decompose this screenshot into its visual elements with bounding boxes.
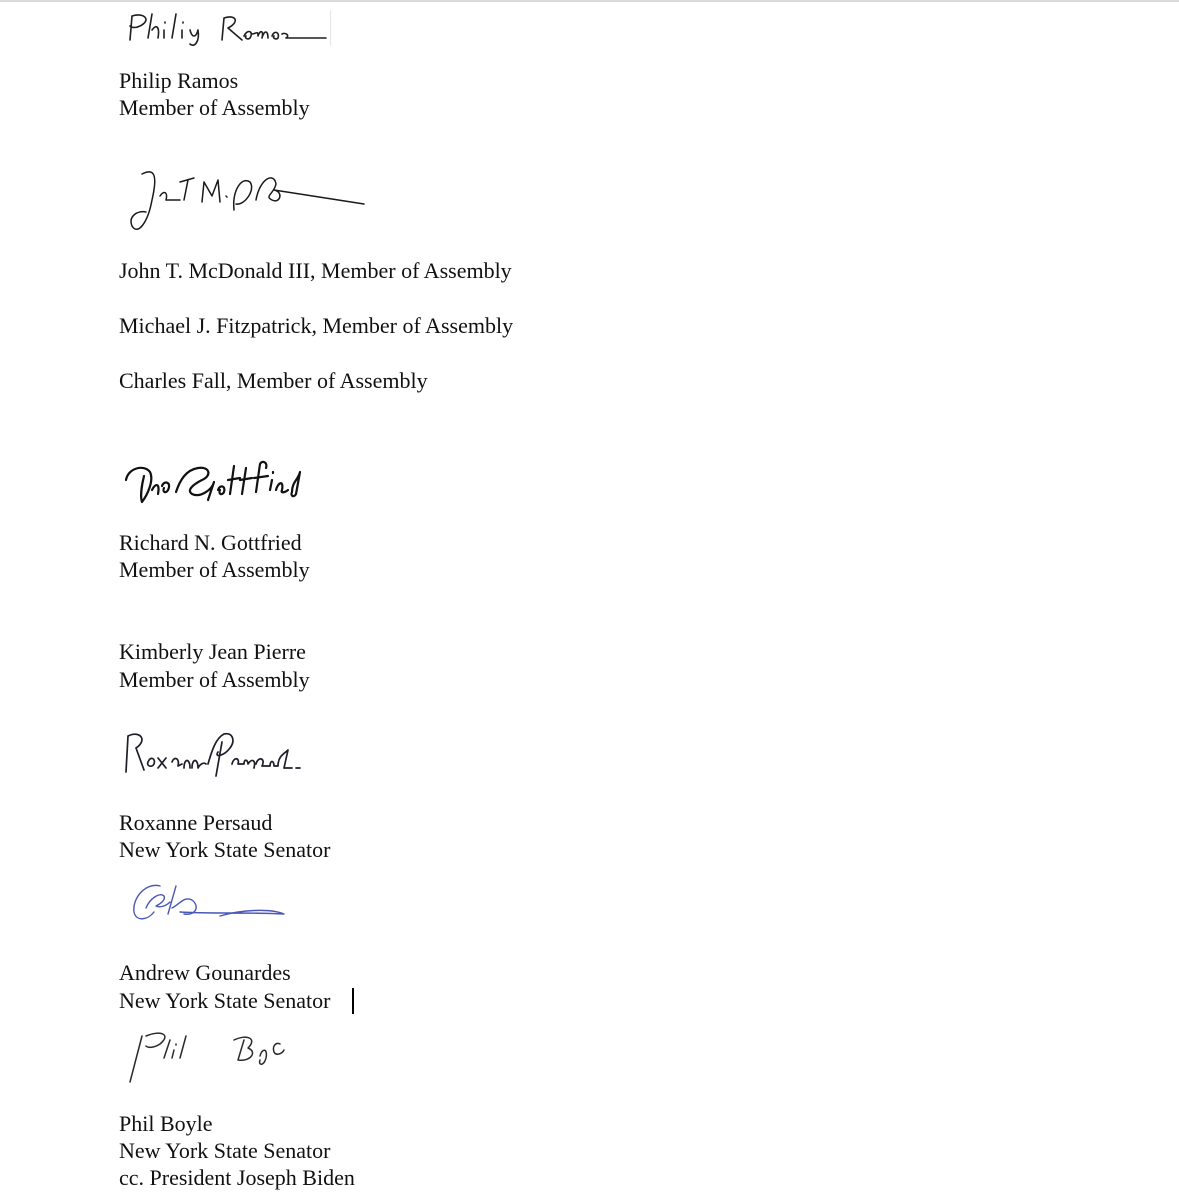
signatory-name: Charles Fall, Member of Assembly <box>119 368 428 393</box>
text-cursor <box>352 988 354 1014</box>
page-top-edge <box>0 0 1179 2</box>
form-field-edge <box>330 10 331 46</box>
signatory-name: John T. McDonald III, Member of Assembly <box>119 258 512 283</box>
signatory-title: Member of Assembly <box>119 667 310 692</box>
signature-andrew-gounardes <box>120 878 300 928</box>
signature-philip-ramos <box>122 8 332 50</box>
signature-roxanne-persaud <box>120 724 320 788</box>
signatory-name: Michael J. Fitzpatrick, Member of Assembly <box>119 313 514 338</box>
signatory-name: Philip Ramos <box>119 68 239 93</box>
signature-john-mcdonald <box>124 160 374 240</box>
signatory-name: Kimberly Jean Pierre <box>119 639 306 664</box>
signatory-name: Phil Boyle <box>119 1111 213 1136</box>
signatory-name: Roxanne Persaud <box>119 810 273 835</box>
signatory-title: New York State Senator <box>119 1138 331 1163</box>
signature-richard-gottfried <box>120 450 310 512</box>
signatory-title: New York State Senator <box>119 837 331 862</box>
signatory-name: Richard N. Gottfried <box>119 530 302 555</box>
signatory-name: Andrew Gounardes <box>119 960 291 985</box>
cc-line: cc. President Joseph Biden <box>119 1165 355 1190</box>
signatory-title: New York State Senator <box>119 988 331 1013</box>
signatory-title: Member of Assembly <box>119 95 310 120</box>
signature-phil-boyle <box>120 1026 320 1090</box>
signatory-title: Member of Assembly <box>119 557 310 582</box>
